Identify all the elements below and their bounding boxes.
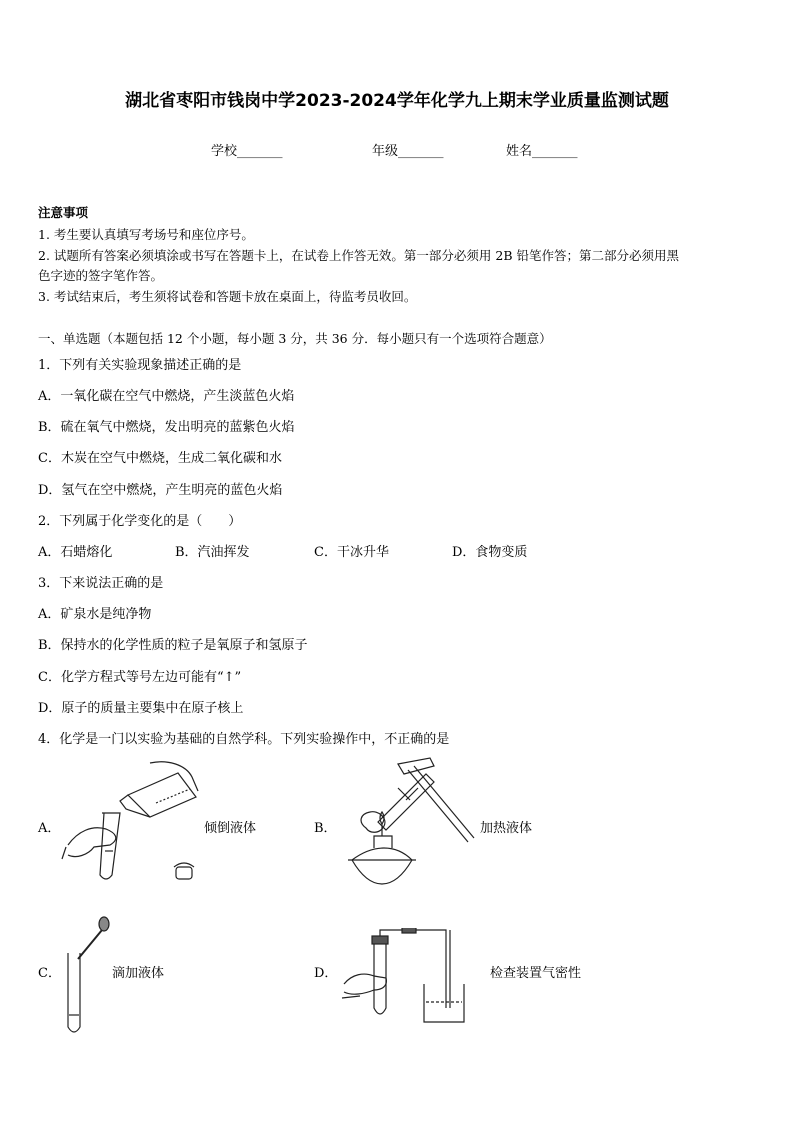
note-2-line2: 色字迹的签字笔作答。: [38, 268, 164, 283]
q2-option-a: A．石蜡熔化: [38, 545, 113, 560]
heating-liquid-illustration: [338, 752, 478, 892]
q1-option-b: B．硫在氧气中燃烧，发出明亮的蓝紫色火焰: [38, 420, 295, 435]
q2-option-b: B．汽油挥发: [175, 545, 250, 560]
notes-heading: 注意事项: [38, 205, 89, 220]
q1-option-d: D．氢气在空中燃烧，产生明亮的蓝色火焰: [38, 483, 283, 498]
q4-option-d-caption: 检查装置气密性: [490, 966, 582, 981]
note-3: 3. 考试结束后，考生须将试卷和答题卡放在桌面上，待监考员收回。: [38, 289, 417, 304]
q4-option-d-letter: D．: [314, 966, 338, 981]
q1-option-c: C．木炭在空气中燃烧，生成二氧化碳和水: [38, 451, 282, 466]
q4-stem: 4．化学是一门以实验为基础的自然学科。下列实验操作中，不正确的是: [38, 732, 450, 747]
q3-option-b: B．保持水的化学性质的粒子是氧原子和氢原子: [38, 638, 308, 653]
school-field: 学校_______: [211, 144, 283, 159]
q2-stem: 2．下列属于化学变化的是（ ）: [38, 514, 242, 529]
q2-option-d: D．食物变质: [452, 545, 528, 560]
note-2-line1: 2. 试题所有答案必须填涂或书写在答题卡上，在试卷上作答无效。第一部分必须用 2B 铅笔作答；第二部分必须用黑: [38, 248, 679, 263]
dropping-liquid-illustration: [58, 915, 118, 1040]
q4-option-b-caption: 加热液体: [480, 821, 533, 836]
pouring-liquid-illustration: [58, 755, 208, 890]
q4-option-c-letter: C．: [38, 966, 61, 981]
section-heading: 一、单选题（本题包括 12 个小题，每小题 3 分，共 36 分．每小题只有一个选项符合题意）: [38, 331, 552, 346]
q2-option-c: C．干冰升华: [314, 545, 389, 560]
q3-option-a: A．矿泉水是纯净物: [38, 607, 152, 622]
q3-stem: 3．下来说法正确的是: [38, 576, 164, 591]
airtightness-check-illustration: [340, 928, 470, 1028]
q4-option-a-letter: A．: [38, 821, 61, 836]
page-title: 湖北省枣阳市钱岗中学2023-2024学年化学九上期末学业质量监测试题: [125, 91, 669, 111]
q3-option-d: D．原子的质量主要集中在原子核上: [38, 701, 244, 716]
note-1: 1. 考生要认真填写考场号和座位序号。: [38, 227, 254, 242]
name-field: 姓名_______: [506, 144, 578, 159]
q3-option-c: C．化学方程式等号左边可能有“↑”: [38, 670, 242, 685]
q4-option-c-caption: 滴加液体: [112, 966, 165, 981]
grade-field: 年级_______: [372, 144, 444, 159]
q1-stem: 1．下列有关实验现象描述正确的是: [38, 358, 242, 373]
q4-option-b-letter: B．: [314, 821, 337, 836]
q4-option-a-caption: 倾倒液体: [204, 821, 257, 836]
q1-option-a: A．一氧化碳在空气中燃烧，产生淡蓝色火焰: [38, 389, 295, 404]
